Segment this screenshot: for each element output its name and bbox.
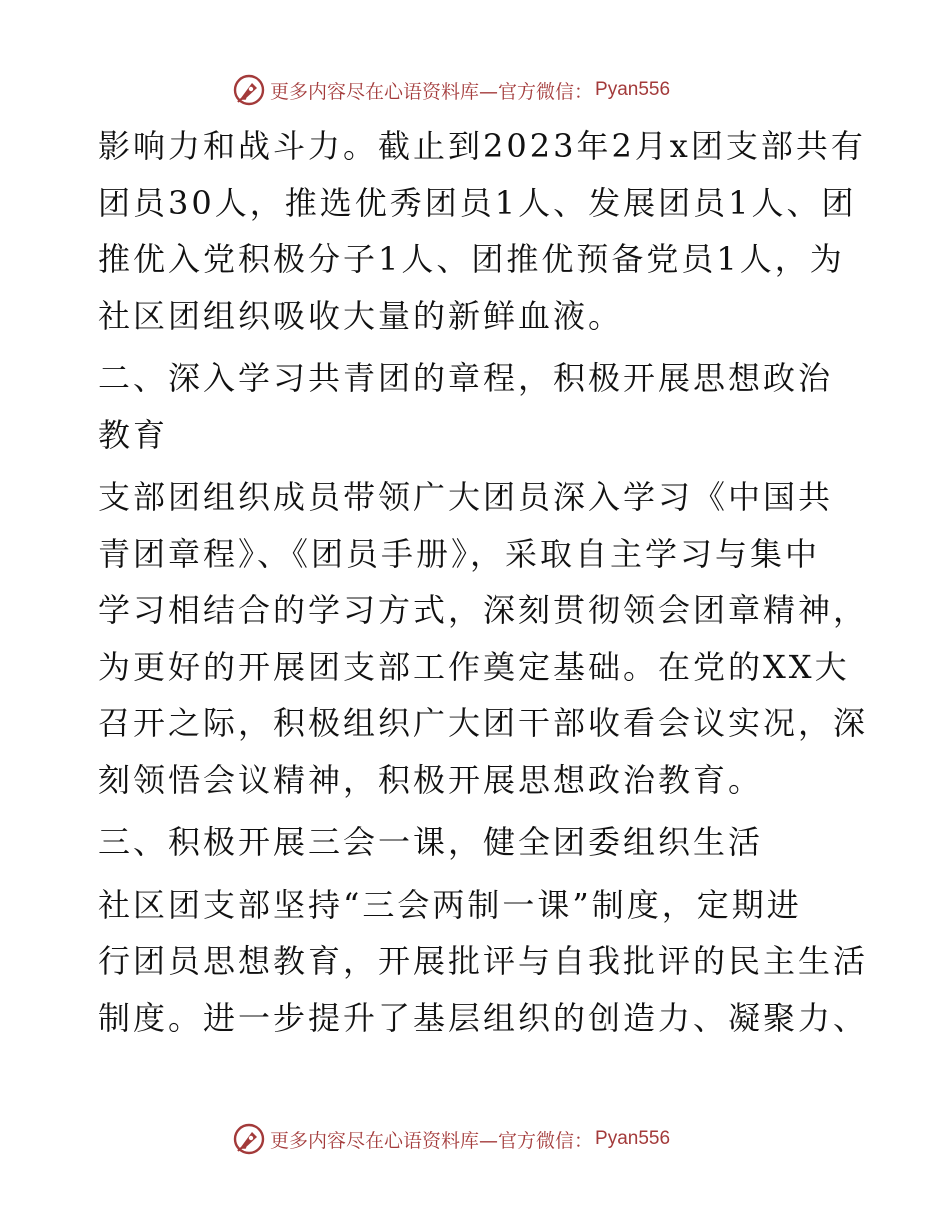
pen-nib-logo-icon <box>232 1122 266 1156</box>
section-heading-2 <box>98 350 858 463</box>
text-line: 为更好的开展团支部工作奠定基础。在党的XX大 <box>98 647 850 686</box>
text-line: 制度。进一步提升了基层组织的创造力、凝聚力、 <box>98 998 869 1037</box>
text-line: 影响力和战斗力。截止到2023年2月x团支部共有 <box>98 127 866 165</box>
heading-line: 三、积极开展三会一课，健全团委组织生活 <box>98 823 764 861</box>
watermark-text: 更多内容尽在心语资料库—官方微信： <box>270 80 594 103</box>
text-line: 支部团组织成员带领广大团员深入学习《中国共 <box>98 478 834 516</box>
watermark-text: 更多内容尽在心语资料库—官方微信： <box>270 1129 594 1152</box>
text-line: 团员30人，推选优秀团员1人、发展团员1人、团 <box>98 183 857 222</box>
text-line: 行团员思想教育，开展批评与自我批评的民主生活 <box>98 942 869 980</box>
watermark-wechat-id: Pyan556 <box>595 79 671 100</box>
watermark-wechat-id: Pyan556 <box>595 1128 671 1149</box>
text-line: 青团章程》、《团员手册》，采取自主学习与集中 <box>98 534 821 573</box>
section-heading-3 <box>98 814 858 871</box>
text-line: 社区团组织吸收大量的新鲜血液。 <box>98 296 624 335</box>
text-line: 刻领悟会议精神，积极开展思想政治教育。 <box>98 760 764 799</box>
pen-nib-logo-icon <box>232 73 266 107</box>
heading-line: 二、深入学习共青团的章程，积极开展思想政治 <box>98 359 834 397</box>
text-line: 召开之际，积极组织广大团干部收看会议实况，深 <box>98 704 869 742</box>
paragraph-organization-life <box>98 877 869 1047</box>
header-watermark <box>232 72 670 108</box>
text-line: 推优入党积极分子1人、团推优预备党员1人，为 <box>98 240 845 278</box>
text-line: 社区团支部坚持“三会两制一课”制度，定期进 <box>98 885 802 924</box>
footer-watermark <box>232 1121 670 1157</box>
text-line: 学习相结合的学习方式，深刻贯彻领会团章精神， <box>98 591 869 629</box>
paragraph-study <box>98 469 869 808</box>
heading-line: 教育 <box>98 415 169 454</box>
document-body <box>98 118 869 1046</box>
paragraph-membership <box>98 118 866 344</box>
